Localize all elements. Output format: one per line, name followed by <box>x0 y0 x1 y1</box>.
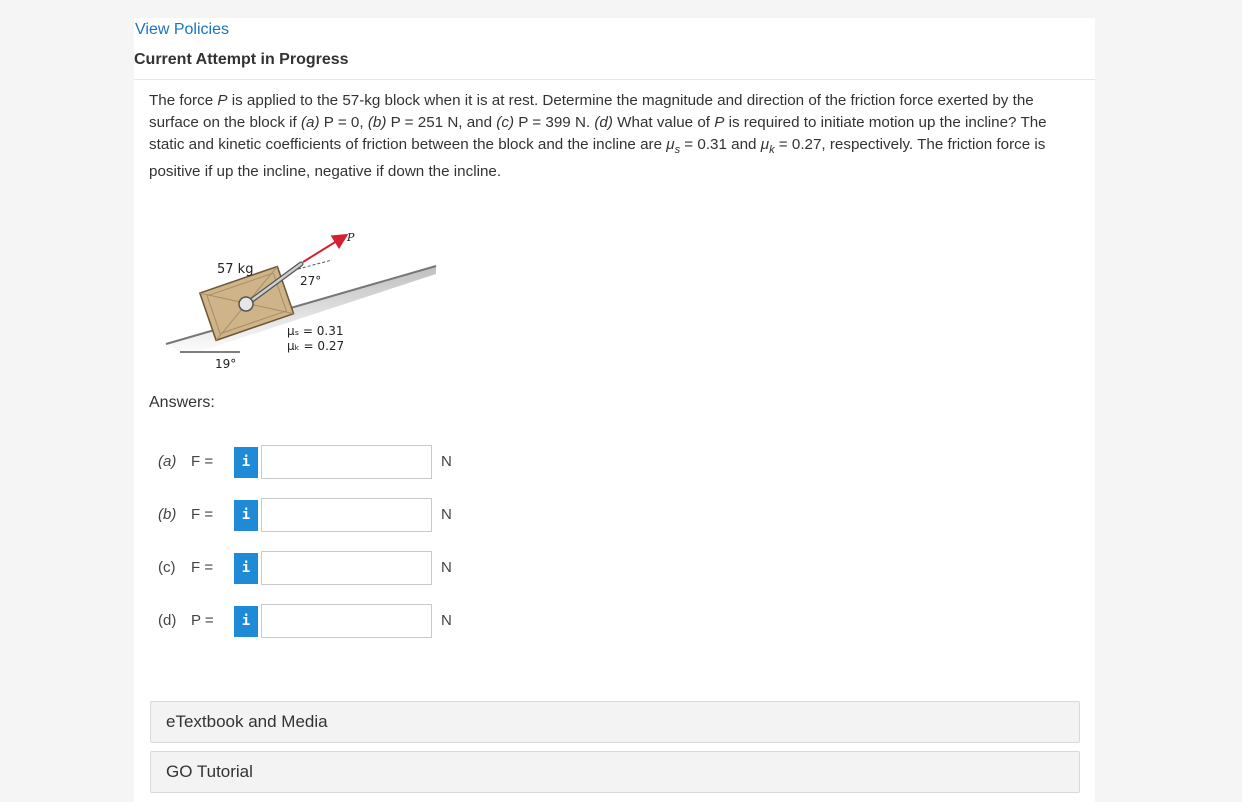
answer-row-a <box>134 445 1095 479</box>
part-label: (b) <box>158 506 177 523</box>
mass-label: 57 kg <box>217 262 254 277</box>
force-arrow <box>303 236 345 262</box>
variable-label: F = <box>191 506 214 523</box>
header-divider <box>134 79 1095 80</box>
info-icon[interactable]: i <box>234 500 258 531</box>
part-label: (a) <box>158 453 177 470</box>
variable-label: F = <box>191 559 214 576</box>
incline-angle-label: 19° <box>215 357 237 371</box>
answer-input-c[interactable] <box>261 551 432 585</box>
info-icon[interactable]: i <box>234 447 258 478</box>
problem-statement: The force P is applied to the 57-kg block when it is at rest. Determine the magnitude and direction of the friction force exerted by the surface on the block if (a) P = 0, (b) P = 251 N, and (c) P = 399 N. (d) What value of P is required to initiate motion up the incline? The static and kinetic coefficients of friction between the block and the incline are $\mu_s = 0.31$ and $\mu_k = 0.27$, respectively. The friction force is positive if up the incline, negative if down the incline. <box>149 92 1047 181</box>
view-policies-link[interactable]: View Policies <box>135 21 229 38</box>
part-label: (c) <box>158 559 176 576</box>
question-page <box>134 18 1095 802</box>
force-angle-label: 27° <box>300 274 322 288</box>
unit-label: N <box>441 453 452 470</box>
answer-input-a[interactable] <box>261 445 432 479</box>
handle-ring <box>239 297 253 311</box>
variable-label: P = <box>191 612 214 629</box>
info-icon[interactable]: i <box>234 606 258 637</box>
unit-label: N <box>441 612 452 629</box>
answer-input-d[interactable] <box>261 604 432 638</box>
mu-s-label: μₛ = 0.31 <box>287 324 344 338</box>
part-label: (d) <box>158 612 177 629</box>
force-label: P <box>347 231 355 244</box>
etextbook-label: eTextbook and Media <box>166 712 328 731</box>
variable-label: F = <box>191 453 214 470</box>
answers-label: Answers: <box>149 394 215 411</box>
answer-row-d <box>134 604 1095 638</box>
incline-diagram <box>160 206 440 371</box>
attempt-status: Current Attempt in Progress <box>134 51 349 68</box>
info-icon[interactable]: i <box>234 553 258 584</box>
etextbook-panel[interactable] <box>150 701 1080 743</box>
go-tutorial-label: GO Tutorial <box>166 762 253 781</box>
answer-row-c <box>134 551 1095 585</box>
unit-label: N <box>441 559 452 576</box>
go-tutorial-panel[interactable] <box>150 751 1080 793</box>
answer-row-b <box>134 498 1095 532</box>
unit-label: N <box>441 506 452 523</box>
mu-k-label: μₖ = 0.27 <box>287 339 345 353</box>
answer-input-b[interactable] <box>261 498 432 532</box>
